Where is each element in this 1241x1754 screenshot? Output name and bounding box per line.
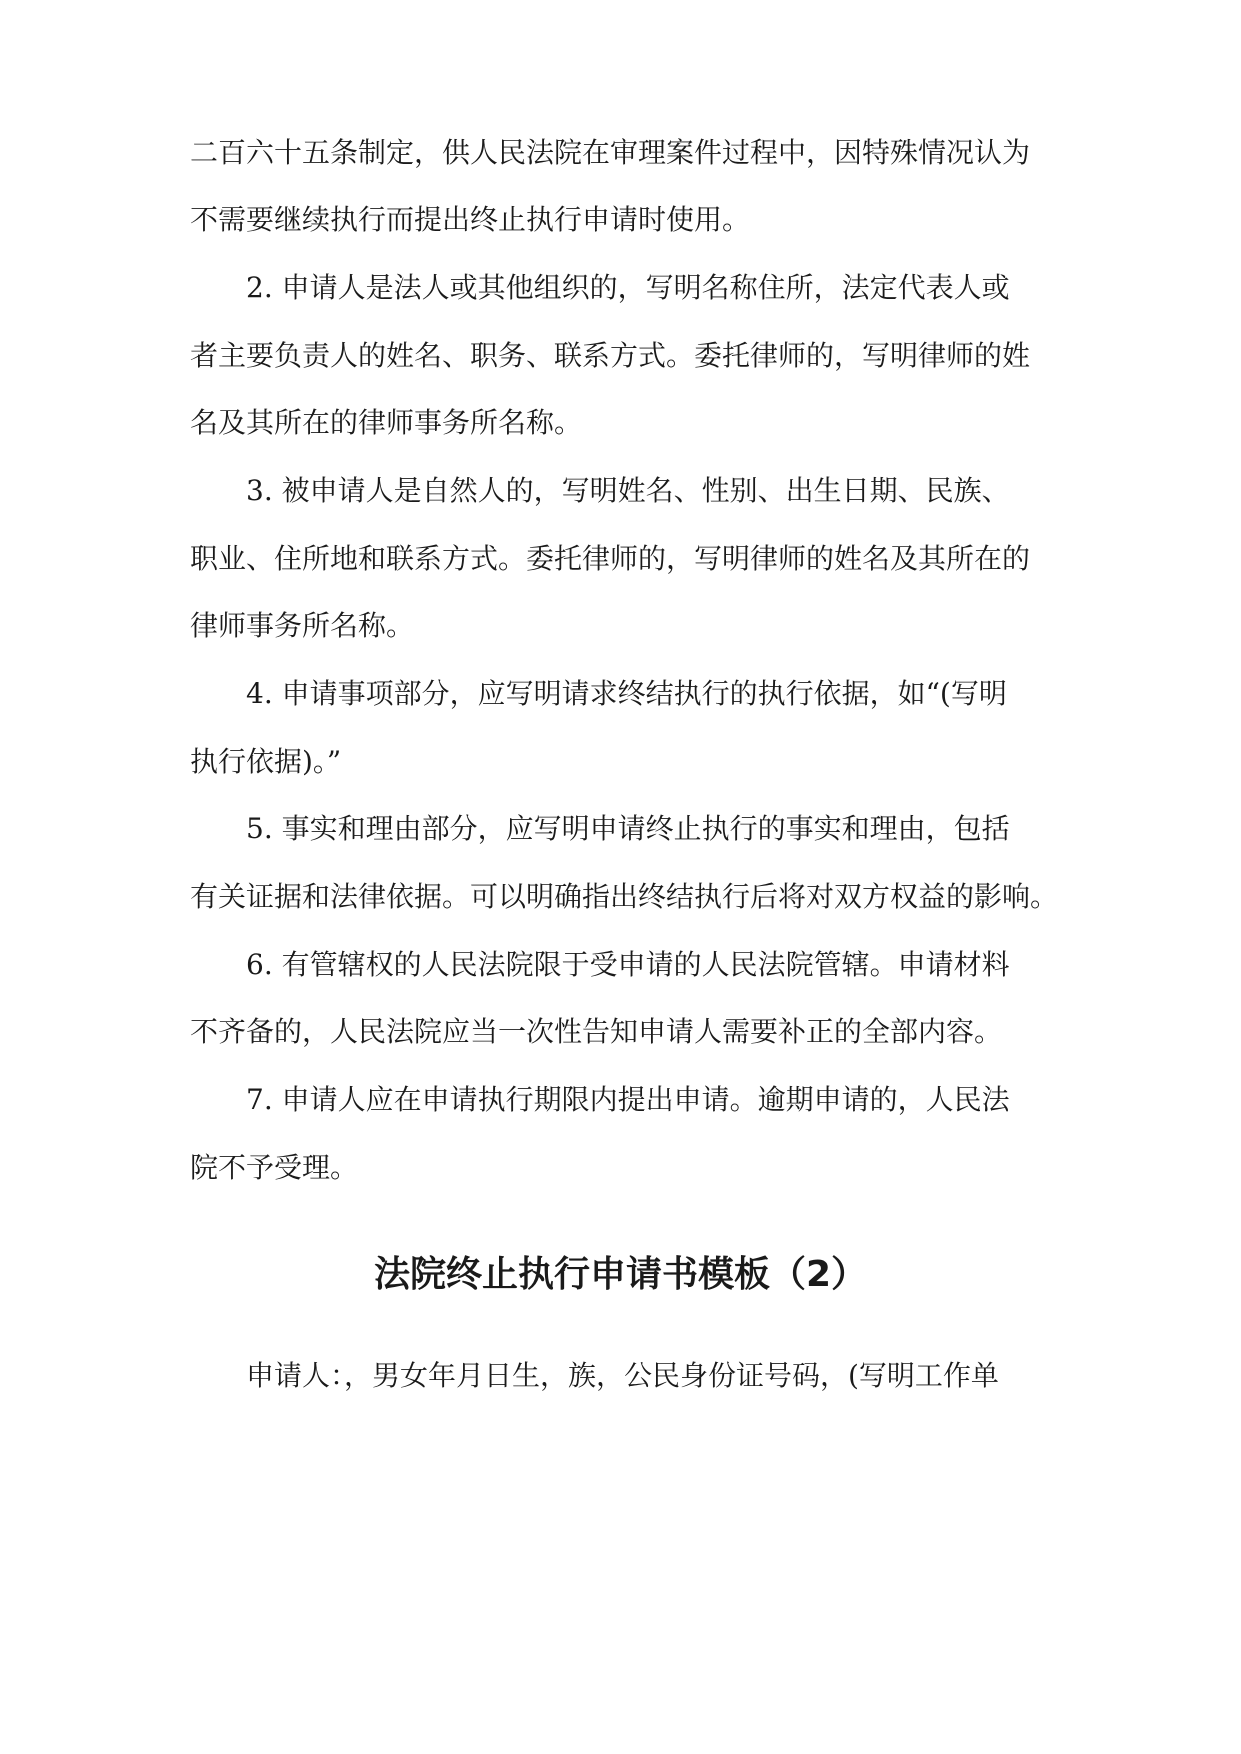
- body-line: 6. 有管辖权的人民法院限于受申请的人民法院管辖。申请材料: [190, 948, 1010, 981]
- body-line: 者主要负责人的姓名、职务、联系方式。委托律师的，写明律师的姓: [190, 339, 1031, 372]
- body-line: 2. 申请人是法人或其他组织的，写明名称住所，法定代表人或: [190, 271, 1010, 304]
- body-line: 3. 被申请人是自然人的，写明姓名、性别、出生日期、民族、: [190, 474, 1010, 507]
- body-line: 5. 事实和理由部分，应写明申请终止执行的事实和理由，包括: [190, 812, 1010, 845]
- body-line: 7. 申请人应在申请执行期限内提出申请。逾期申请的，人民法: [190, 1083, 1010, 1116]
- body-line: 名及其所在的律师事务所名称。: [190, 406, 583, 439]
- body-line: 律师事务所名称。: [190, 609, 415, 642]
- body-line: 二百六十五条制定，供人民法院在审理案件过程中，因特殊情况认为: [190, 136, 1031, 169]
- body-line: 有关证据和法律依据。可以明确指出终结执行后将对双方权益的影响。: [190, 880, 1059, 913]
- applicant-line: 申请人：，男女年月日生，族，公民身份证号码，(写明工作单: [190, 1359, 999, 1392]
- section-title: 法院终止执行申请书模板（2）: [373, 1254, 868, 1295]
- body-line: 职业、住所地和联系方式。委托律师的，写明律师的姓名及其所在的: [190, 542, 1031, 575]
- body-line: 不齐备的，人民法院应当一次性告知申请人需要补正的全部内容。: [190, 1015, 1003, 1048]
- body-line: 执行依据)。”: [190, 745, 342, 778]
- body-line: 4. 申请事项部分，应写明请求终结执行的执行依据，如“(写明: [190, 677, 1007, 710]
- body-line: 不需要继续执行而提出终止执行申请时使用。: [190, 203, 751, 236]
- body-line: 院不予受理。: [190, 1151, 359, 1184]
